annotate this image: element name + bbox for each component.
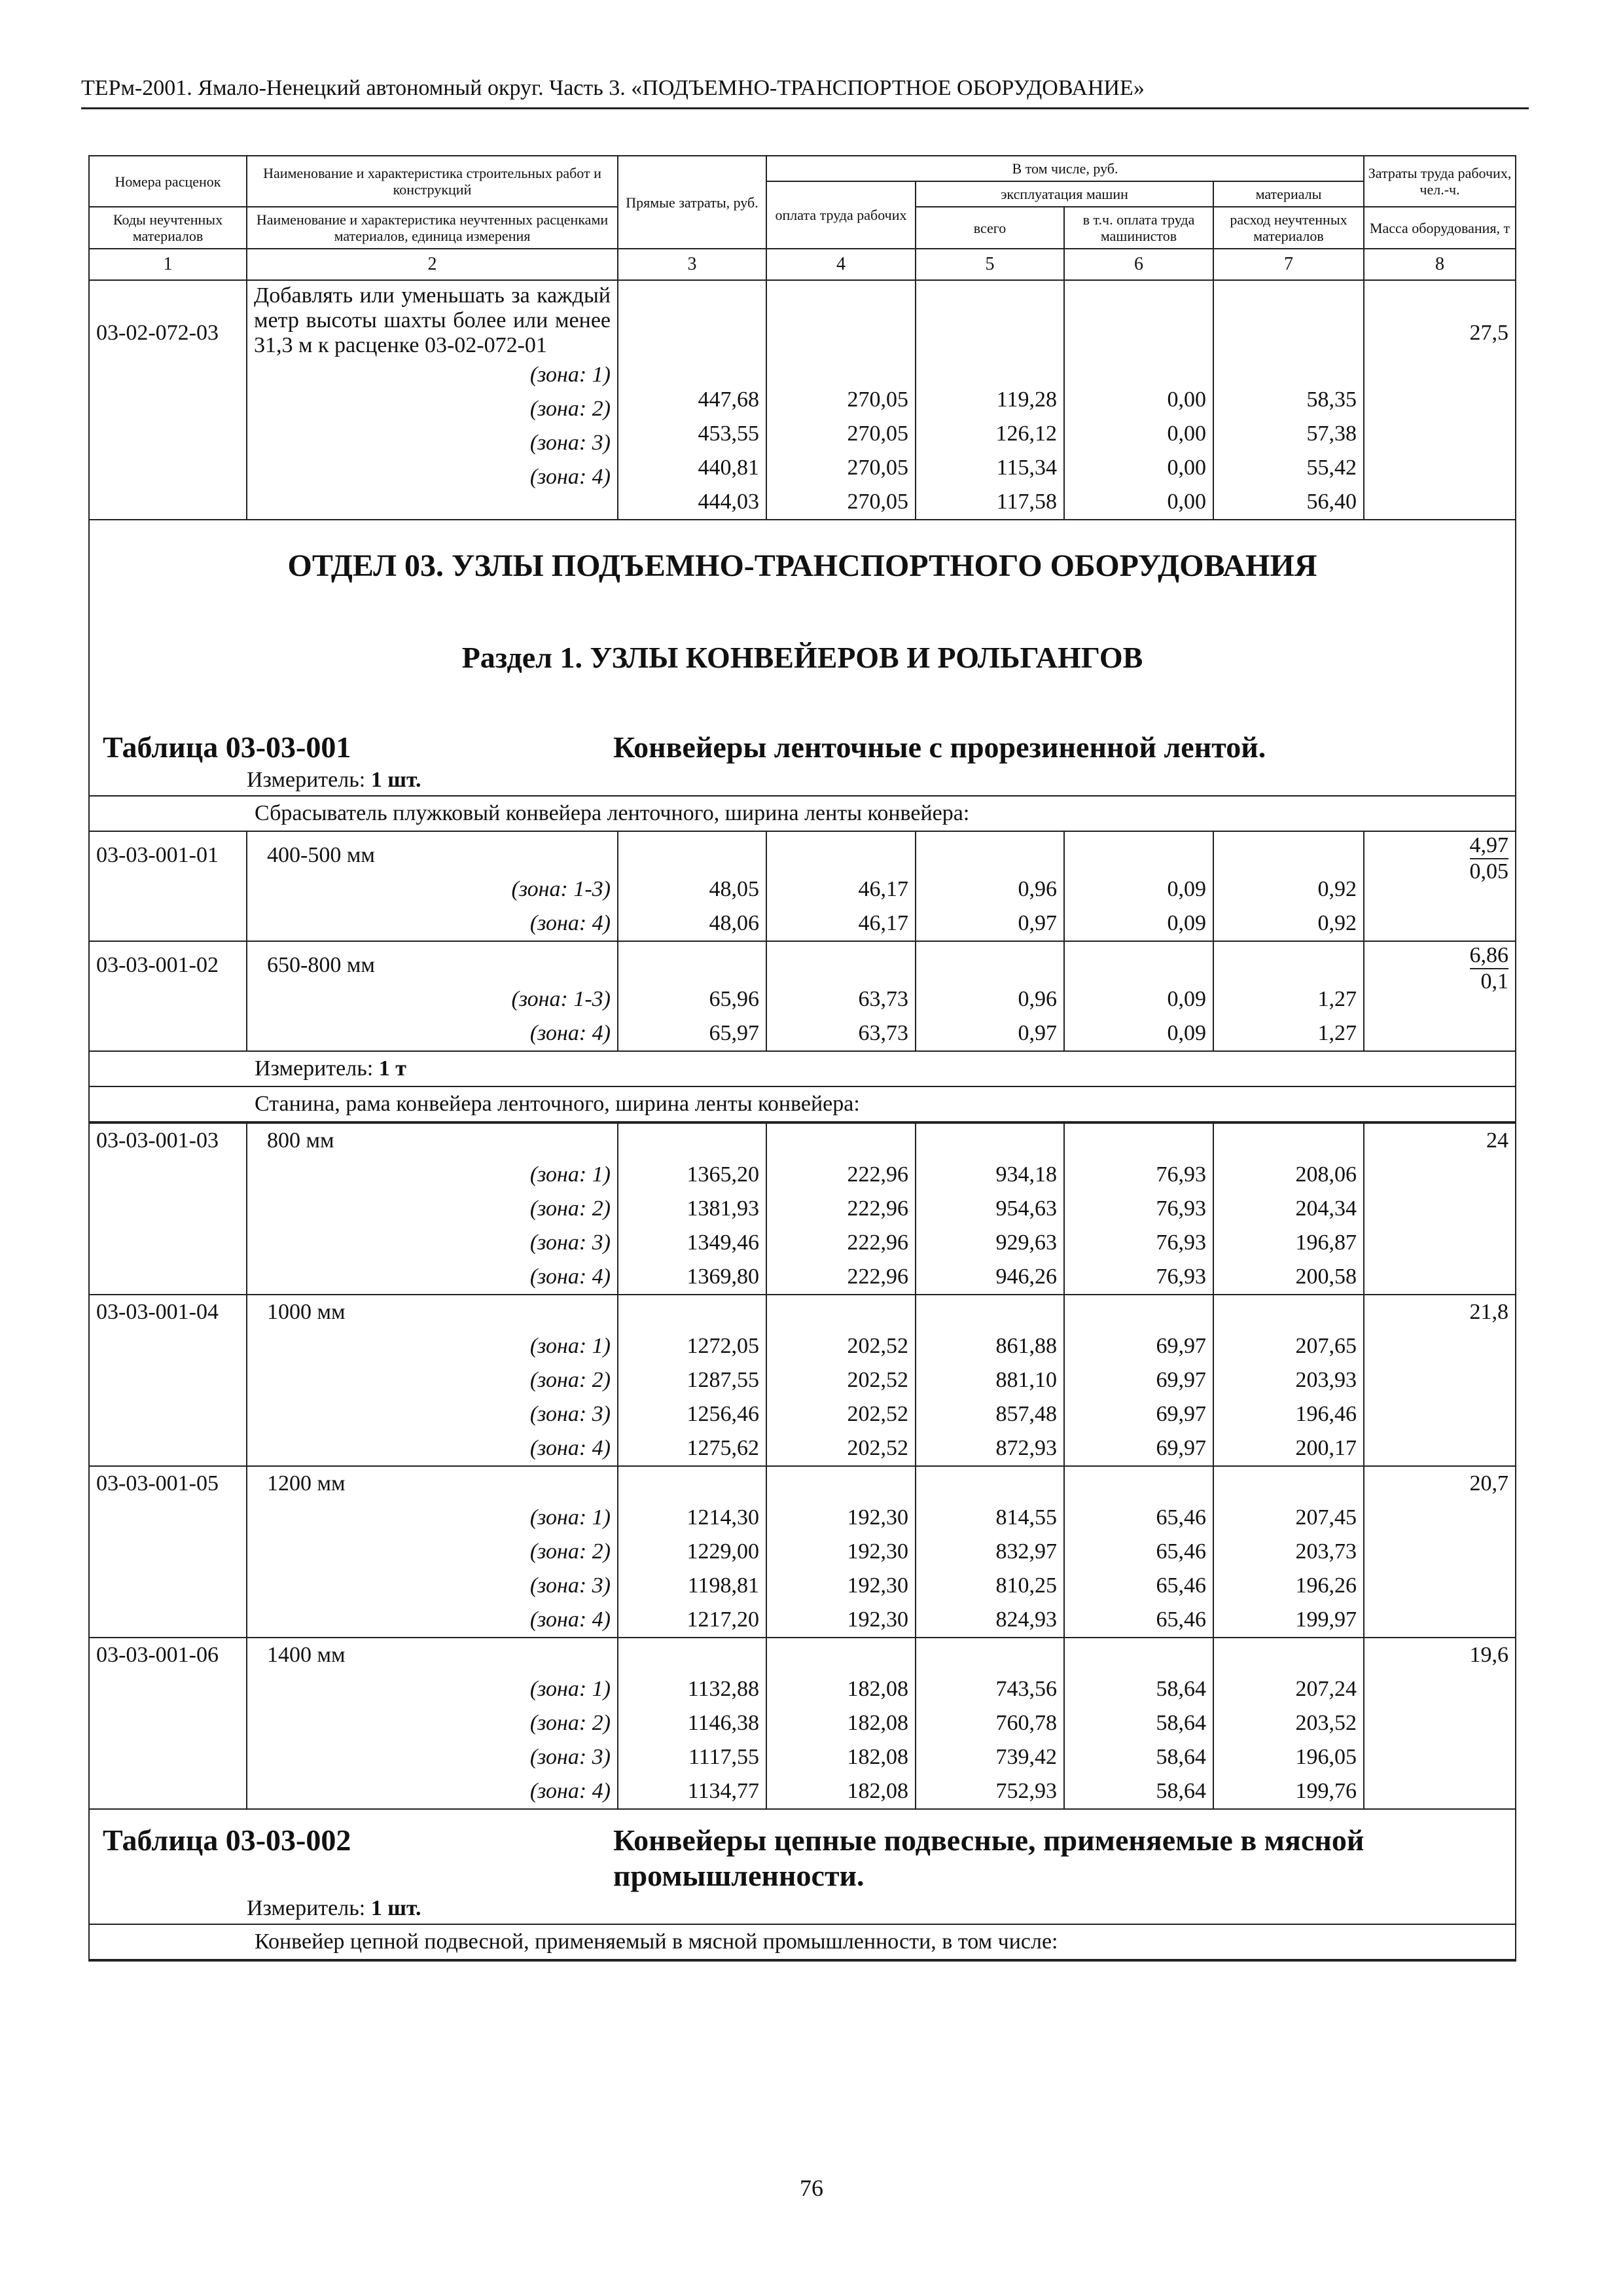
value: 1,27 [1317,1021,1357,1045]
rates-table-wrap [88,155,1515,1962]
value: 0,09 [1167,911,1206,935]
group-title: Сбрасыватель плужковый конвейера ленточного, ширина ленты конвейера: [89,796,1516,831]
value: 202,52 [847,1334,908,1358]
value: 58,64 [1156,1711,1206,1735]
zone-label: (зона: 3) [529,1745,611,1769]
value: 65,96 [709,987,759,1011]
labor-fraction [1470,833,1509,884]
equipment-mass: 0,1 [1480,969,1509,994]
hdr-col8-bottom: Масса оборудования, т [1364,207,1516,249]
zone-labels [254,1158,611,1294]
rate-name-cell [247,1123,618,1295]
value: 65,46 [1156,1505,1206,1530]
value: 196,26 [1295,1573,1357,1598]
value: 0,09 [1167,877,1206,901]
col-num: 8 [1364,249,1516,280]
value: 204,34 [1295,1196,1357,1221]
material-costs [1213,280,1364,520]
machine-costs [916,831,1064,941]
zone-label: (зона: 4) [529,1021,611,1045]
value: 48,05 [709,877,759,901]
value: 1132,88 [687,1677,759,1701]
value: 270,05 [847,456,908,480]
value: 208,06 [1295,1162,1357,1187]
col-num: 1 [89,249,247,280]
value: 196,87 [1295,1230,1357,1255]
hdr-machines: эксплуатация машин [916,181,1213,207]
value: 929,63 [995,1230,1057,1255]
value: 46,17 [858,877,908,901]
value: 200,58 [1295,1265,1357,1289]
value: 207,45 [1295,1505,1357,1530]
material-costs [1213,941,1364,1051]
wage-costs [766,1466,916,1638]
value: 760,78 [995,1711,1057,1735]
measure-value: 1 т [378,1056,406,1081]
measure-row [89,1051,1516,1086]
value: 1198,81 [687,1573,759,1598]
hdr-col5: всего [916,207,1064,249]
value: 63,73 [858,987,908,1011]
zone-labels [254,1329,611,1465]
hdr-incl: В том числе, руб. [766,156,1364,181]
value: 56,40 [1306,490,1357,514]
value: 447,68 [698,387,759,412]
material-costs [1213,1295,1364,1466]
rates-table-items2 [88,1122,1516,1810]
zone-label: (зона: 2) [529,1539,611,1564]
value: 65,46 [1156,1573,1206,1598]
value: 69,97 [1156,1334,1206,1358]
table-row [89,280,1516,520]
value: 222,96 [847,1265,908,1289]
machinist-wage [1064,1466,1213,1638]
labor-cost: 24 [1364,1123,1516,1295]
value: 270,05 [847,387,908,412]
labor-cost: 21,8 [1364,1295,1516,1466]
hdr-col4: оплата труда рабочих [766,181,916,249]
rates-table [88,155,1516,1122]
value: 1217,20 [687,1607,759,1632]
zone-label: (зона: 1-3) [511,877,611,901]
table2-measure [90,1893,1515,1924]
value: 192,30 [847,1539,908,1564]
machinist-wage [1064,1295,1213,1466]
value: 1365,20 [687,1162,759,1187]
zone-label: (зона: 1) [529,363,611,387]
rate-name-cell [247,1466,618,1638]
measure-label: Измеритель: [247,1896,366,1920]
table1-measure-2 [89,1051,1516,1086]
value: 65,46 [1156,1607,1206,1632]
value: 69,97 [1156,1402,1206,1426]
wage-costs [766,1123,916,1295]
zone-label: (зона: 3) [529,1573,611,1598]
rate-code: 03-02-072-03 [89,280,247,520]
group-title: Конвейер цепной подвесной, применяемый в мясной промышленности, в том числе: [89,1924,1516,1960]
value: 1229,00 [687,1539,759,1564]
value: 58,64 [1156,1779,1206,1803]
value: 192,30 [847,1505,908,1530]
value: 0,09 [1167,987,1206,1011]
machine-costs [916,280,1064,520]
table2-title-row-wrap [89,1810,1516,1924]
zone-label: (зона: 4) [529,1436,611,1460]
page-header: ТЕРм-2001. Ямало-Ненецкий автономный округ. Часть 3. «ПОДЪЕМНО-ТРАНСПОРТНОЕ ОБОРУДОВАНИЕ» [81,73,1529,109]
table-row [89,1123,1516,1295]
wage-costs [766,280,916,520]
machinist-wage [1064,941,1213,1051]
value: 196,05 [1295,1745,1357,1769]
zone-label: (зона: 4) [529,1779,611,1803]
value: 0,96 [1018,987,1057,1011]
table1-measure [90,765,1515,795]
value: 1272,05 [687,1334,759,1358]
rate-name-cell [247,1295,618,1466]
section-row [89,520,1516,796]
zone-label: (зона: 4) [529,465,611,489]
value: 48,06 [709,911,759,935]
zone-label: (зона: 1) [529,1162,611,1187]
rate-code: 03-03-001-06 [89,1638,247,1809]
zone-label: (зона: 2) [529,1196,611,1221]
zone-label: (зона: 4) [529,1265,611,1289]
zone-label: (зона: 2) [529,397,611,421]
zone-labels [254,1501,611,1637]
hdr-col2-top: Наименование и характеристика строительных работ и конструкций [247,156,618,207]
rate-name: 650-800 мм [267,953,375,977]
rate-code: 03-03-001-01 [89,831,247,941]
value: 0,00 [1167,490,1206,514]
zone-label: (зона: 2) [529,1368,611,1392]
value: 46,17 [858,911,908,935]
rate-name: 1200 мм [267,1471,346,1496]
value: 0,00 [1167,456,1206,480]
hdr-col1-top: Номера расценок [89,156,247,207]
zone-label: (зона: 3) [529,1402,611,1426]
value: 1214,30 [687,1505,759,1530]
machine-costs [916,1123,1064,1295]
value: 182,08 [847,1745,908,1769]
value: 58,64 [1156,1745,1206,1769]
zone-label: (зона: 1) [529,1334,611,1358]
equipment-mass: 0,05 [1469,859,1509,884]
rate-code: 03-03-001-03 [89,1123,247,1295]
section-title: ОТДЕЛ 03. УЗЛЫ ПОДЪЕМНО-ТРАНСПОРТНОГО ОБОРУДОВАНИЯ [287,548,1317,583]
labor-cost [1364,831,1516,941]
value: 810,25 [995,1573,1057,1598]
zone-label: (зона: 4) [529,1607,611,1632]
zone-labels [254,872,611,941]
value: 69,97 [1156,1436,1206,1460]
value: 1146,38 [687,1711,759,1735]
value: 199,97 [1295,1607,1357,1632]
value: 207,24 [1295,1677,1357,1701]
value: 881,10 [995,1368,1057,1392]
value: 872,93 [995,1436,1057,1460]
wage-costs [766,1295,916,1466]
col-num: 7 [1213,249,1364,280]
value: 0,92 [1317,877,1357,901]
wage-costs [766,831,916,941]
table-row [89,1295,1516,1466]
machine-costs [916,1466,1064,1638]
wage-costs [766,941,916,1051]
value: 196,46 [1295,1402,1357,1426]
value: 1,27 [1317,987,1357,1011]
value: 76,93 [1156,1230,1206,1255]
direct-costs [618,1466,766,1638]
table2-block-cell [89,1810,1516,1924]
table2-label: Таблица 03-03-002 [103,1823,351,1857]
value: 444,03 [698,490,759,514]
rate-name: 400-500 мм [267,843,375,867]
value: 202,52 [847,1402,908,1426]
labor-cost: 20,7 [1364,1466,1516,1638]
value: 117,58 [996,490,1057,514]
value: 0,92 [1317,911,1357,935]
rate-name: 1400 мм [267,1643,346,1667]
machine-costs [916,941,1064,1051]
hdr-col3: Прямые затраты, руб. [618,156,766,249]
value: 857,48 [995,1402,1057,1426]
value: 270,05 [847,490,908,514]
zone-labels [254,358,611,494]
zone-label: (зона: 3) [529,431,611,455]
zone-label: (зона: 2) [529,1711,611,1735]
value: 934,18 [995,1162,1057,1187]
value: 200,17 [1295,1436,1357,1460]
value: 1349,46 [687,1230,759,1255]
direct-costs [618,280,766,520]
rate-code: 03-03-001-05 [89,1466,247,1638]
direct-costs [618,1295,766,1466]
col-num: 4 [766,249,916,280]
value: 824,93 [995,1607,1057,1632]
value: 202,52 [847,1436,908,1460]
zone-label: (зона: 1-3) [511,987,611,1011]
col-num: 6 [1064,249,1213,280]
value: 63,73 [858,1021,908,1045]
value: 1369,80 [687,1265,759,1289]
value: 0,97 [1018,1021,1057,1045]
direct-costs [618,941,766,1051]
value: 222,96 [847,1230,908,1255]
hdr-col6: в т.ч. оплата труда машинистов [1064,207,1213,249]
value: 76,93 [1156,1162,1206,1187]
value: 126,12 [995,422,1057,446]
machine-costs [916,1638,1064,1809]
col-num: 2 [247,249,618,280]
group-title: Станина, рама конвейера ленточного, ширина ленты конвейера: [89,1086,1516,1122]
rate-name-cell [247,941,618,1051]
zone-label: (зона: 1) [529,1677,611,1701]
table-row [89,1638,1516,1809]
machine-costs [916,1295,1064,1466]
page-number: 76 [800,2175,823,2201]
measure-label: Измеритель: [247,768,366,792]
labor-cost: 27,5 [1364,280,1516,520]
zone-labels [254,1672,611,1808]
direct-costs [618,1638,766,1809]
value: 58,35 [1306,387,1357,412]
zone-labels [254,982,611,1050]
value: 0,97 [1018,911,1057,935]
value: 182,08 [847,1677,908,1701]
table2-block [88,1810,1516,1962]
value: 752,93 [995,1779,1057,1803]
value: 440,81 [698,456,759,480]
value: 203,52 [1295,1711,1357,1735]
hdr-col7: расход неучтенных материалов [1213,207,1364,249]
value: 861,88 [995,1334,1057,1358]
value: 119,28 [996,387,1057,412]
wage-costs [766,1638,916,1809]
hdr-materials: материалы [1213,181,1364,207]
value: 58,64 [1156,1677,1206,1701]
rate-name-cell [247,831,618,941]
value: 203,73 [1295,1539,1357,1564]
value: 1117,55 [688,1745,759,1769]
col-num: 5 [916,249,1064,280]
value: 69,97 [1156,1368,1206,1392]
material-costs [1213,1123,1364,1295]
value: 954,63 [995,1196,1057,1221]
rate-name: 1000 мм [267,1300,346,1324]
value: 1256,46 [687,1402,759,1426]
labor-fraction [1470,943,1509,994]
material-costs [1213,1466,1364,1638]
value: 453,55 [698,422,759,446]
value: 1134,77 [687,1779,759,1803]
value: 1381,93 [687,1196,759,1221]
value: 202,52 [847,1368,908,1392]
value: 0,00 [1167,422,1206,446]
value: 222,96 [847,1162,908,1187]
machinist-wage [1064,280,1213,520]
material-costs [1213,831,1364,941]
value: 192,30 [847,1607,908,1632]
labor-cost: 19,6 [1364,1638,1516,1809]
value: 1287,55 [687,1368,759,1392]
hdr-col8-top: Затраты труда рабочих, чел.-ч. [1364,156,1516,207]
zone-label: (зона: 4) [529,911,611,935]
measure-value: 1 шт. [370,1896,421,1920]
value: 203,93 [1295,1368,1357,1392]
group-row [89,796,1516,831]
group-row [89,1086,1516,1122]
rate-name: Добавлять или уменьшать за каждый метр высоты шахты более или менее 31,3 м к расценке 03-02-072-01 [254,283,611,357]
labor-cost [1364,941,1516,1051]
group-row [89,1924,1516,1960]
rate-name-cell [247,280,618,520]
material-costs [1213,1638,1364,1809]
table-row [89,1466,1516,1638]
value: 207,65 [1295,1334,1357,1358]
value: 76,93 [1156,1196,1206,1221]
zone-label: (зона: 3) [529,1230,611,1255]
value: 0,09 [1167,1021,1206,1045]
value: 946,26 [995,1265,1057,1289]
rate-code: 03-03-001-04 [89,1295,247,1466]
value: 739,42 [995,1745,1057,1769]
machinist-wage [1064,831,1213,941]
machinist-wage [1064,1123,1213,1295]
value: 192,30 [847,1573,908,1598]
rate-name-cell [247,1638,618,1809]
table1-title-row [90,697,1515,765]
table-row [89,941,1516,1051]
table1-label: Таблица 03-03-001 [103,730,351,764]
value: 1275,62 [687,1436,759,1460]
table-row [89,831,1516,941]
measure-value: 1 шт. [370,768,421,792]
value: 814,55 [995,1505,1057,1530]
value: 55,42 [1306,456,1357,480]
zone-label: (зона: 1) [529,1505,611,1530]
value: 182,08 [847,1711,908,1735]
value: 76,93 [1156,1265,1206,1289]
section-block [89,520,1516,796]
value: 743,56 [995,1677,1057,1701]
value: 222,96 [847,1196,908,1221]
value: 65,97 [709,1021,759,1045]
machinist-wage [1064,1638,1213,1809]
rate-name: 800 мм [267,1128,334,1153]
hdr-col2-bottom: Наименование и характеристика неучтенных расценками материалов, единица измерения [247,207,618,249]
part-title: Раздел 1. УЗЛЫ КОНВЕЙЕРОВ И РОЛЬГАНГОВ [461,641,1143,674]
value: 0,96 [1018,877,1057,901]
value: 65,46 [1156,1539,1206,1564]
value: 0,00 [1167,387,1206,412]
value: 57,38 [1306,422,1357,446]
table2-title: Конвейеры цепные подвесные, применяемые в мясной промышленности. [613,1823,1364,1892]
col-num: 3 [618,249,766,280]
value: 832,97 [995,1539,1057,1564]
value: 115,34 [996,456,1057,480]
labor-hours: 4,97 [1470,833,1509,859]
direct-costs [618,831,766,941]
table1-title: Конвейеры ленточные с прорезиненной лентой. [613,730,1266,764]
direct-costs [618,1123,766,1295]
labor-hours: 6,86 [1470,943,1509,969]
value: 182,08 [847,1779,908,1803]
value: 199,76 [1295,1779,1357,1803]
rate-code: 03-03-001-02 [89,941,247,1051]
table2-title-row [90,1810,1515,1893]
value: 270,05 [847,422,908,446]
measure-label: Измеритель: [255,1056,374,1081]
hdr-col1-bottom: Коды неучтенных материалов [89,207,247,249]
